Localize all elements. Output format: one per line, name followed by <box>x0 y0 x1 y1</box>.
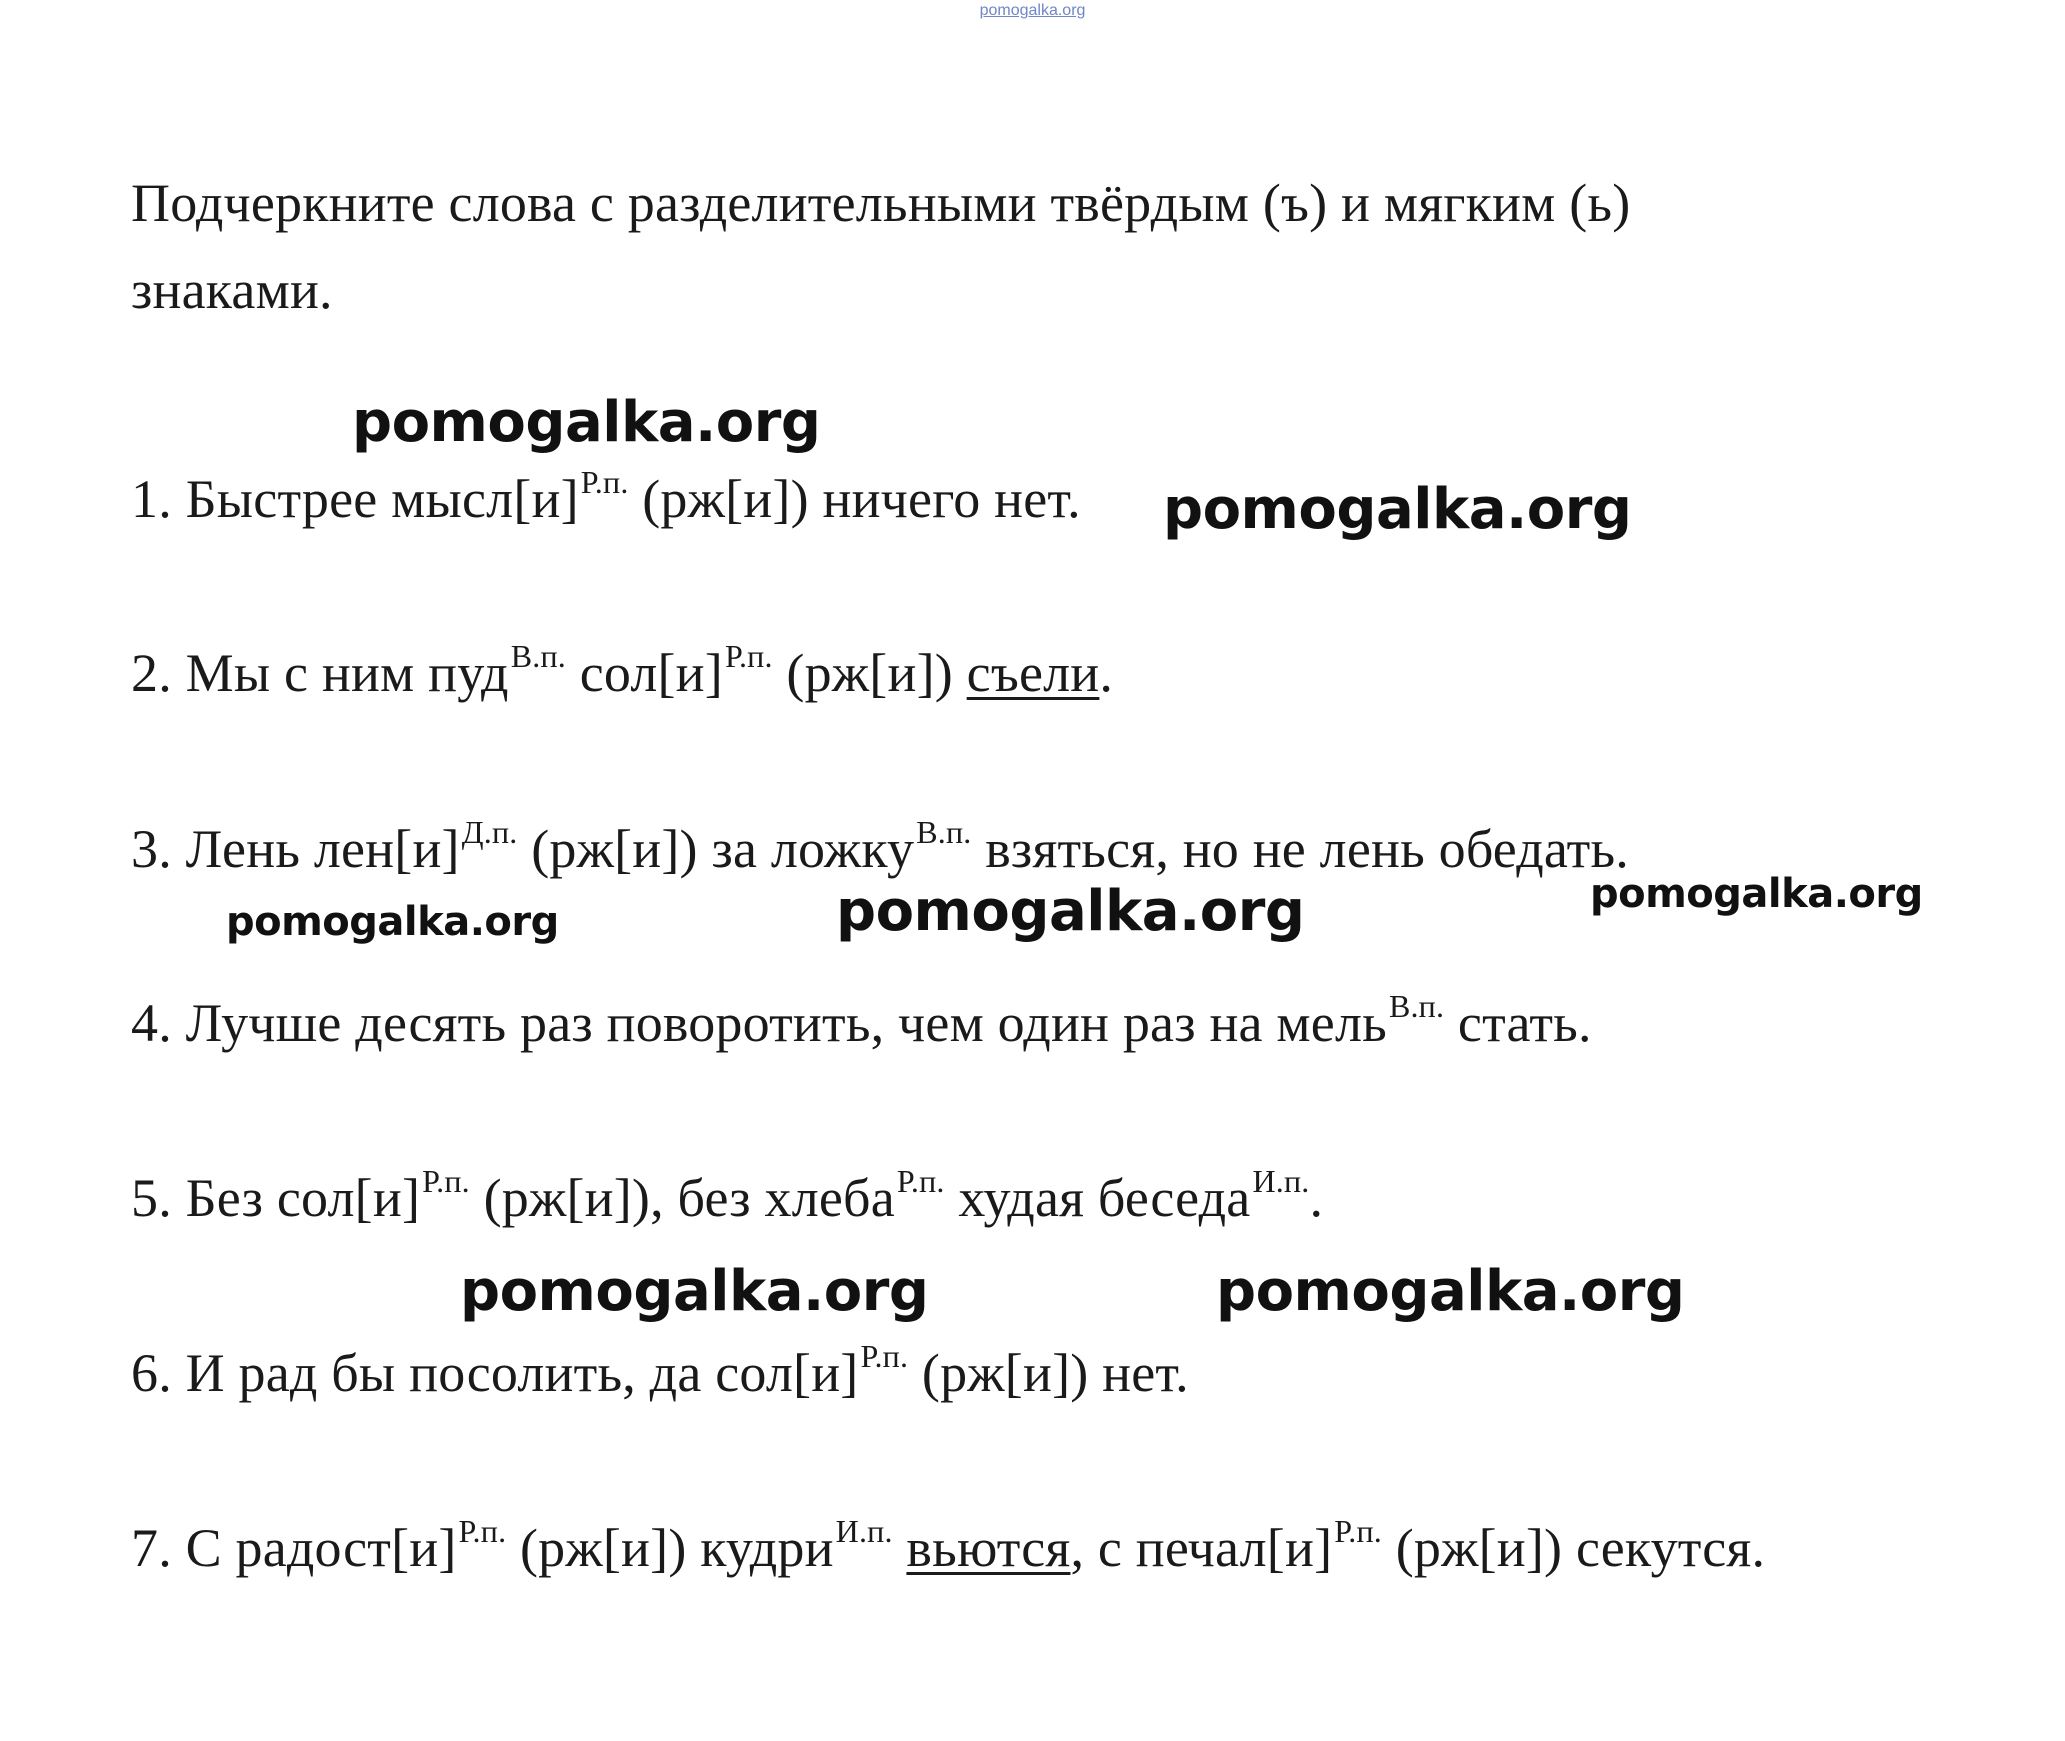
sentence-text: 6. И рад бы посолить, да сол[и] <box>131 1343 859 1403</box>
sentence-1 <box>131 464 1081 529</box>
sentence-text: (рж[и]), без хлеба <box>469 1168 895 1228</box>
sentence-text: 3. Лень лен[и] <box>131 819 460 879</box>
sentence-text: 2. Мы с ним пуд <box>131 643 509 703</box>
sentence-7 <box>131 1513 1766 1578</box>
sentence-text <box>893 1518 907 1578</box>
sentence-text: (рж[и]) за ложку <box>517 819 915 879</box>
header-link[interactable]: pomogalka.org <box>979 2 1086 19</box>
underlined-word: вьются <box>906 1518 1071 1578</box>
watermark: pomogalka.org <box>836 879 1305 944</box>
watermark: pomogalka.org <box>226 899 559 945</box>
case-label: В.п. <box>916 814 972 850</box>
sentence-text: . <box>1099 643 1114 703</box>
sentence-text: худая беседа <box>944 1168 1251 1228</box>
case-label: И.п. <box>1252 1163 1310 1199</box>
sentence-text: сол[и] <box>566 643 723 703</box>
case-label: Р.п. <box>580 464 629 500</box>
case-label: Р.п. <box>458 1513 507 1549</box>
sentence-text: , с печал[и] <box>1070 1518 1333 1578</box>
case-label: Д.п. <box>461 814 518 850</box>
instruction-line-2: знаками. <box>131 260 333 320</box>
watermark: pomogalka.org <box>1216 1259 1685 1324</box>
instruction-line-1: Подчеркните слова с разделительными твёрдым (ъ) и мягким (ь) <box>131 173 1631 233</box>
watermark: pomogalka.org <box>1590 871 1923 917</box>
watermark: pomogalka.org <box>1163 477 1632 542</box>
sentence-5 <box>131 1163 1324 1228</box>
watermark: pomogalka.org <box>460 1259 929 1324</box>
case-label: Р.п. <box>860 1338 909 1374</box>
sentence-text: 4. Лучше десять раз поворотить, чем один раз на мель <box>131 993 1387 1053</box>
sentence-2 <box>131 638 1114 703</box>
case-label: Р.п. <box>896 1163 945 1199</box>
sentence-text: 1. Быстрее мысл[и] <box>131 469 579 529</box>
case-label: В.п. <box>1388 988 1445 1024</box>
sentence-3 <box>131 814 1630 879</box>
case-label: И.п. <box>835 1513 893 1549</box>
sentence-text: . <box>1309 1168 1324 1228</box>
underlined-word: съели <box>966 643 1100 703</box>
case-label: Р.п. <box>422 1163 470 1199</box>
sentence-text: 7. С радост[и] <box>131 1518 457 1578</box>
sentence-text: 5. Без сол[и] <box>131 1168 421 1228</box>
sentence-text: (рж[и]) кудри <box>506 1518 834 1578</box>
watermark: pomogalka.org <box>352 390 821 455</box>
case-label: Р.п. <box>724 638 773 674</box>
sentence-text: стать. <box>1444 993 1592 1053</box>
sentence-text: (рж[и]) нет. <box>908 1343 1189 1403</box>
sentence-text: (рж[и]) <box>772 643 967 703</box>
case-label: Р.п. <box>1334 1513 1382 1549</box>
sentence-6 <box>131 1338 1189 1403</box>
sentence-text: (рж[и]) секутся. <box>1382 1518 1766 1578</box>
sentence-text: (рж[и]) ничего нет. <box>628 469 1081 529</box>
sentence-text: взяться, но не лень обедать. <box>971 819 1630 879</box>
case-label: В.п. <box>510 638 566 674</box>
sentence-4 <box>131 988 1592 1053</box>
